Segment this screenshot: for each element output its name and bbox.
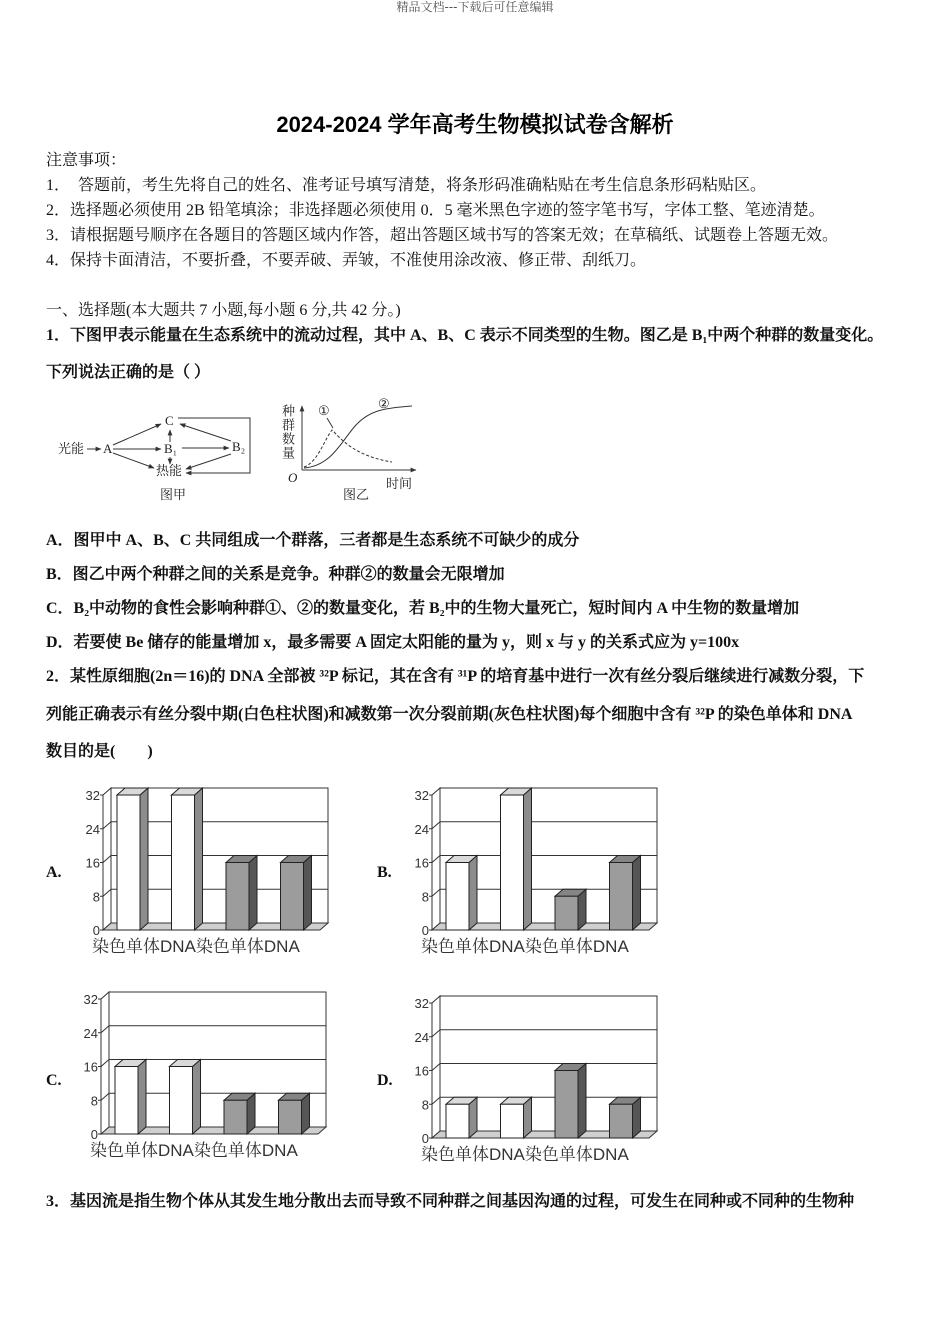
population-y-label: 种群数量 bbox=[280, 404, 295, 460]
x-category-label: DNA bbox=[160, 937, 196, 956]
page-title: 2024-2024 学年高考生物模拟试卷含解析 bbox=[276, 112, 674, 137]
figure-jia-caption: 图甲 bbox=[160, 487, 187, 502]
y-tick-label: 32 bbox=[414, 996, 429, 1011]
arrow-a-to-c bbox=[113, 424, 161, 445]
chart-bar bbox=[115, 1067, 138, 1135]
chart-bar bbox=[117, 795, 140, 930]
chart-bar-side bbox=[193, 1060, 201, 1135]
y-tick-label: 24 bbox=[414, 1029, 429, 1045]
q3-stem-line-1: 3．基因流是指生物个体从其发生地分散出去而导致不同种群之间基因沟通的过程，可发生在同种或不同种的生物种 bbox=[46, 1193, 855, 1210]
y-tick-label: 16 bbox=[83, 1059, 98, 1075]
y-tick-label: 8 bbox=[92, 889, 100, 905]
x-category-label: 染色单体 bbox=[195, 937, 264, 956]
label-c: C bbox=[165, 413, 174, 428]
x-category-label: DNA bbox=[158, 1141, 194, 1160]
q1-figure bbox=[50, 396, 430, 511]
chart-bar-side bbox=[633, 856, 641, 931]
q2-option-b-label: B. bbox=[377, 864, 392, 881]
chart-bar-side bbox=[195, 788, 203, 930]
x-category-label: 染色单体 bbox=[524, 937, 593, 956]
x-category-label: 染色单体 bbox=[421, 1145, 489, 1164]
q2-option-c-label: C. bbox=[46, 1072, 62, 1089]
x-category-label: 染色单体 bbox=[421, 937, 489, 956]
chart-bar bbox=[610, 1104, 633, 1138]
label-b1: B₁ bbox=[164, 441, 178, 456]
y-tick-label: 0 bbox=[92, 923, 100, 938]
x-axis-labels bbox=[421, 1145, 629, 1164]
y-tick-label: 24 bbox=[414, 821, 429, 837]
label-a: A bbox=[103, 441, 113, 456]
x-category-label: 染色单体 bbox=[524, 1145, 593, 1164]
chart-bar bbox=[610, 863, 633, 931]
y-tick-label: 24 bbox=[83, 1025, 98, 1041]
q2-option-d-label: D. bbox=[377, 1072, 393, 1089]
q1-option-d: D．若要使 Be 储存的能量增加 x，最多需要 A 固定太阳能的量为 y，则 x 与 y 的关系式应为 y=100x bbox=[46, 634, 740, 651]
curve-2-label: ② bbox=[378, 396, 390, 411]
note-item-2: 2．选择题必须使用 2B 铅笔填涂；非选择题必须使用 0．5 毫米黑色字迹的签字笔书写，字体工整、笔迹清楚。 bbox=[46, 202, 825, 219]
chart-bar bbox=[555, 1071, 578, 1139]
note-item-3: 3．请根据题号顺序在各题目的答题区域内作答，超出答题区域书写的答案无效；在草稿纸、试题卷上答题无效。 bbox=[46, 227, 839, 244]
q2-stem-line-1: 2．某性原细胞(2n＝16)的 DNA 全部被 ³²P 标记，其在含有 ³¹P 的培育基中进行一次有丝分裂后继续进行减数分裂，下 bbox=[46, 668, 865, 685]
chart-bar-side bbox=[304, 856, 312, 931]
x-category-label: 染色单体 bbox=[193, 1141, 262, 1160]
q2-option-a-chart bbox=[78, 783, 340, 963]
note-item-1: 1． 答题前，考生先将自己的姓名、准考证号填写清楚，将条形码准确粘贴在考生信息条形码粘贴区。 bbox=[46, 177, 767, 194]
y-tick-label: 0 bbox=[90, 1127, 98, 1142]
arrow-a-to-heat bbox=[113, 453, 154, 468]
note-item-4: 4．保持卡面清洁，不要折叠，不要弄破、弄皱，不准使用涂改液、修正带、刮纸刀。 bbox=[46, 252, 647, 269]
label-light-energy: 光能 bbox=[58, 441, 85, 456]
y-tick-label: 32 bbox=[85, 788, 100, 803]
y-tick-label: 8 bbox=[421, 889, 429, 905]
q2-option-b-chart bbox=[407, 783, 669, 963]
q1-stem-line-2: 下列说法正确的是（ ） bbox=[46, 364, 211, 381]
arrow-b2-to-c bbox=[180, 424, 231, 441]
y-tick-label: 32 bbox=[414, 788, 429, 803]
curve-1-label: ① bbox=[318, 403, 330, 418]
chart-bar bbox=[279, 1100, 302, 1134]
chart-bar bbox=[446, 863, 469, 931]
chart-bar-side bbox=[249, 856, 257, 931]
y-tick-label: 32 bbox=[83, 992, 98, 1007]
q2-option-d-chart bbox=[407, 991, 669, 1171]
time-x-label: 时间 bbox=[386, 476, 413, 491]
x-category-label: 染色单体 bbox=[90, 1141, 158, 1160]
q2-stem-line-3: 数目的是( ) bbox=[46, 743, 153, 760]
x-axis-labels bbox=[92, 937, 300, 956]
chart-bar-side bbox=[469, 856, 477, 931]
chart-bar bbox=[555, 896, 578, 930]
y-tick-label: 8 bbox=[421, 1097, 429, 1113]
q2-option-a-label: A. bbox=[46, 864, 62, 881]
x-axis-labels bbox=[90, 1141, 298, 1160]
y-tick-label: 0 bbox=[421, 1131, 429, 1146]
q1-stem-line-1: 1．下图甲表示能量在生态系统中的流动过程，其中 A、B、C 表示不同类型的生物。图乙是 B₁中两个种群的数量变化。 bbox=[46, 327, 884, 344]
chart-bar bbox=[446, 1104, 469, 1138]
notes-heading: 注意事项： bbox=[46, 152, 127, 169]
origin-label: O bbox=[288, 470, 298, 485]
chart-bar-side bbox=[140, 788, 148, 930]
chart-bar bbox=[501, 1104, 524, 1138]
curve-1-leader bbox=[327, 418, 333, 428]
x-category-label: DNA bbox=[592, 937, 629, 956]
label-b2: B₂ bbox=[232, 439, 246, 454]
x-category-label: DNA bbox=[261, 1141, 298, 1160]
chart-bar bbox=[501, 795, 524, 930]
label-heat-energy: 热能 bbox=[156, 463, 183, 478]
chart-bar bbox=[224, 1100, 247, 1134]
arrow-b2-to-heat bbox=[186, 454, 231, 469]
x-category-label: DNA bbox=[489, 1145, 525, 1164]
y-tick-label: 16 bbox=[414, 855, 429, 871]
y-tick-label: 0 bbox=[421, 923, 429, 938]
y-tick-label: 8 bbox=[90, 1093, 98, 1109]
q1-option-a: A．图甲中 A、B、C 共同组成一个群落，三者都是生态系统不可缺少的成分 bbox=[46, 532, 580, 549]
x-category-label: 染色单体 bbox=[92, 937, 160, 956]
section-heading: 一、选择题(本大题共 7 小题,每小题 6 分,共 42 分。) bbox=[46, 302, 401, 319]
chart-bar bbox=[281, 863, 304, 931]
chart-bar-side bbox=[524, 788, 532, 930]
q2-stem-line-2: 列能正确表示有丝分裂中期(白色柱状图)和减数第一次分裂前期(灰色柱状图)每个细胞中含有 ³²P 的染色单体和 DNA bbox=[46, 706, 853, 723]
q1-option-b: B．图乙中两个种群之间的关系是竞争。种群②的数量会无限增加 bbox=[46, 566, 505, 583]
x-axis-labels bbox=[421, 937, 629, 956]
chart-bar bbox=[172, 795, 195, 930]
x-category-label: DNA bbox=[592, 1145, 629, 1164]
chart-bar-side bbox=[578, 1064, 586, 1139]
y-tick-label: 16 bbox=[414, 1063, 429, 1079]
figure-yi-caption: 图乙 bbox=[343, 487, 370, 502]
x-category-label: DNA bbox=[489, 937, 525, 956]
watermark-header: 精品文档---下载后可任意编辑 bbox=[396, 0, 554, 14]
chart-bar bbox=[226, 863, 249, 931]
q1-option-c: C．B₂中动物的食性会影响种群①、②的数量变化，若 B₂中的生物大量死亡，短时间内 A 中生物的数量增加 bbox=[46, 600, 800, 617]
chart-bar bbox=[170, 1067, 193, 1135]
chart-bar-side bbox=[138, 1060, 146, 1135]
x-category-label: DNA bbox=[263, 937, 300, 956]
q2-option-c-chart bbox=[76, 987, 338, 1167]
y-tick-label: 16 bbox=[85, 855, 100, 871]
y-tick-label: 24 bbox=[85, 821, 100, 837]
